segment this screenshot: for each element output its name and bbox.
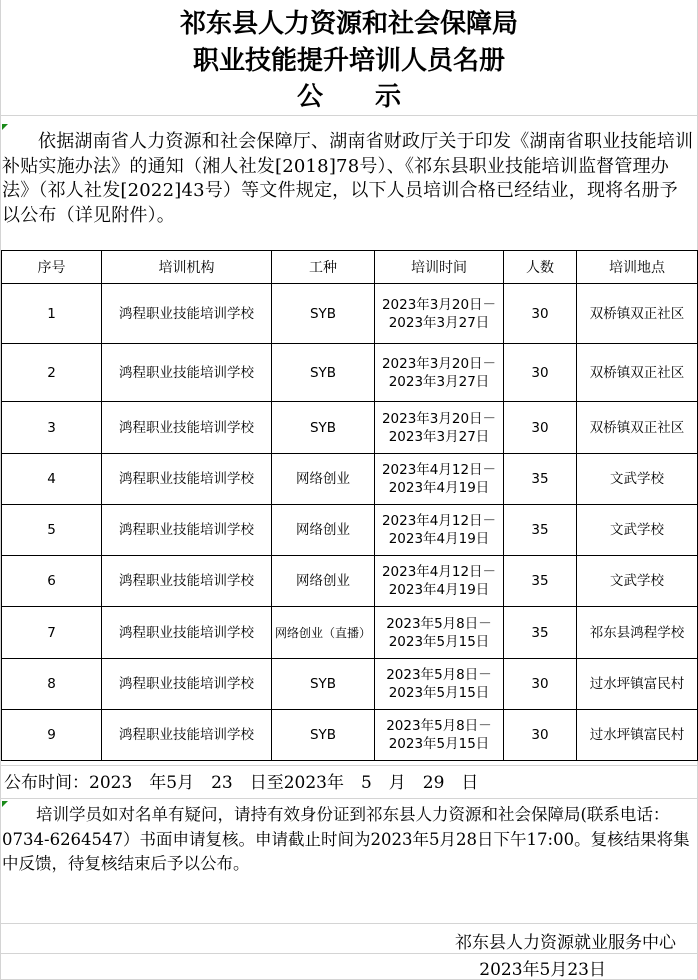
cell-count: 35 [504,505,577,556]
time-end: 2023年5月15日 [388,633,490,650]
header-place: 培训地点 [577,251,698,284]
cell-no: 1 [2,284,102,344]
table-header-row [2,251,698,284]
signature-date: 2023年5月23日 [479,960,606,980]
table-row [2,454,698,505]
cell-trade: 网络创业 [272,556,375,607]
time-start: 2023年5月8日－ [386,718,492,734]
header-time: 培训时间 [375,251,504,284]
time-start: 2023年5月8日－ [386,615,492,632]
time-end: 2023年3月27日 [388,373,490,390]
cell-time [375,505,504,556]
cell-place: 双桥镇双正社区 [577,344,698,402]
cell-time [375,454,504,505]
cell-org: 鸿程职业技能培训学校 [102,284,272,344]
gridline [0,923,698,924]
cell-place: 文武学校 [577,505,698,556]
cell-no: 7 [2,607,102,659]
cell-trade: SYB [272,344,375,402]
page-title-line3: 公 示 [296,82,401,112]
header-org: 培训机构 [102,251,272,284]
cell-no: 9 [2,710,102,761]
cell-org: 鸿程职业技能培训学校 [102,556,272,607]
cell-time [375,284,504,344]
cell-place: 双桥镇双正社区 [577,284,698,344]
cell-trade: SYB [272,402,375,454]
table-row [2,607,698,659]
cell-place: 双桥镇双正社区 [577,402,698,454]
cell-place: 文武学校 [577,454,698,505]
cell-trade: SYB [272,710,375,761]
gridline [0,953,698,954]
cell-time [375,344,504,402]
cell-no: 3 [2,402,102,454]
time-end: 2023年3月27日 [388,428,490,445]
table-row [2,556,698,607]
gridline [0,115,698,116]
cell-no: 6 [2,556,102,607]
cell-trade: 网络创业 [272,454,375,505]
cell-no: 2 [2,344,102,402]
header-no: 序号 [2,251,102,284]
cell-count: 30 [504,659,577,710]
time-end: 2023年4月19日 [388,582,490,598]
cell-no: 4 [2,454,102,505]
time-start: 2023年3月20日－ [381,410,497,427]
gridline [0,765,698,766]
cell-time [375,556,504,607]
cell-trade: SYB [272,659,375,710]
cell-trade: SYB [272,284,375,344]
cell-time [375,659,504,710]
table-row [2,402,698,454]
cell-org: 鸿程职业技能培训学校 [102,710,272,761]
cell-count: 30 [504,284,577,344]
time-start: 2023年5月8日－ [386,667,492,683]
time-end: 2023年4月19日 [388,480,490,496]
signature-org: 祁东县人力资源就业服务中心 [455,933,676,953]
time-end: 2023年5月15日 [388,736,490,752]
cell-place: 祁东县鸿程学校 [577,607,698,659]
publish-time: 公布时间：2023 年5月 23 日至2023年 5 月 29 日 [4,773,479,793]
table-row [2,505,698,556]
cell-place: 过水坪镇富民村 [577,710,698,761]
time-start: 2023年4月12日－ [381,462,497,478]
header-trade: 工种 [272,251,375,284]
time-start: 2023年4月12日－ [381,513,497,529]
cell-time [375,402,504,454]
cell-count: 35 [504,556,577,607]
notice-paragraph: 培训学员如对名单有疑问，请持有效身份证到祁东县人力资源和社会保障局(联系电话：0734-6264547）书面申请复核。申请截止时间为2023年5月28日下午17:00。复核结果将集中反馈，待复核结束后予以公布。 [2,805,690,873]
cell-org: 鸿程职业技能培训学校 [102,505,272,556]
cell-time [375,607,504,659]
table-row [2,344,698,402]
cell-count: 35 [504,607,577,659]
page-title-line2: 职业技能提升培训人员名册 [192,46,505,76]
time-end: 2023年4月19日 [388,531,490,547]
time-start: 2023年3月20日－ [381,355,497,372]
cell-count: 30 [504,710,577,761]
cell-trade: 网络创业 [272,505,375,556]
cell-no: 8 [2,659,102,710]
cell-place: 文武学校 [577,556,698,607]
gridline [0,798,698,799]
cell-org: 鸿程职业技能培训学校 [102,659,272,710]
time-end: 2023年3月27日 [388,314,490,331]
cell-org: 鸿程职业技能培训学校 [102,402,272,454]
header-count: 人数 [504,251,577,284]
time-start: 2023年3月20日－ [381,296,497,313]
table-row [2,710,698,761]
cell-count: 35 [504,454,577,505]
cell-time [375,710,504,761]
table-row [2,284,698,344]
table-row [2,659,698,710]
page-title-line1: 祁东县人力资源和社会保障局 [179,9,518,39]
cell-org: 鸿程职业技能培训学校 [102,454,272,505]
cell-org: 鸿程职业技能培训学校 [102,344,272,402]
cell-place: 过水坪镇富民村 [577,659,698,710]
time-start: 2023年4月12日－ [381,564,497,580]
cell-org: 鸿程职业技能培训学校 [102,607,272,659]
time-end: 2023年5月15日 [388,685,490,701]
cell-no: 5 [2,505,102,556]
cell-count: 30 [504,344,577,402]
cell-trade: 网络创业（直播） [272,607,375,659]
intro-paragraph: 依据湖南省人力资源和社会保障厅、湖南省财政厅关于印发《湖南省职业技能培训补贴实施办法》的通知（湘人社发[2018]78号）、《祁东县职业技能培训监督管理办法》（祁人社发[2022]43号）等文件规定，以下人员培训合格已经结业，现将名册予以公布（详见附件）。 [2,131,694,226]
roster-table [1,250,698,761]
cell-count: 30 [504,402,577,454]
